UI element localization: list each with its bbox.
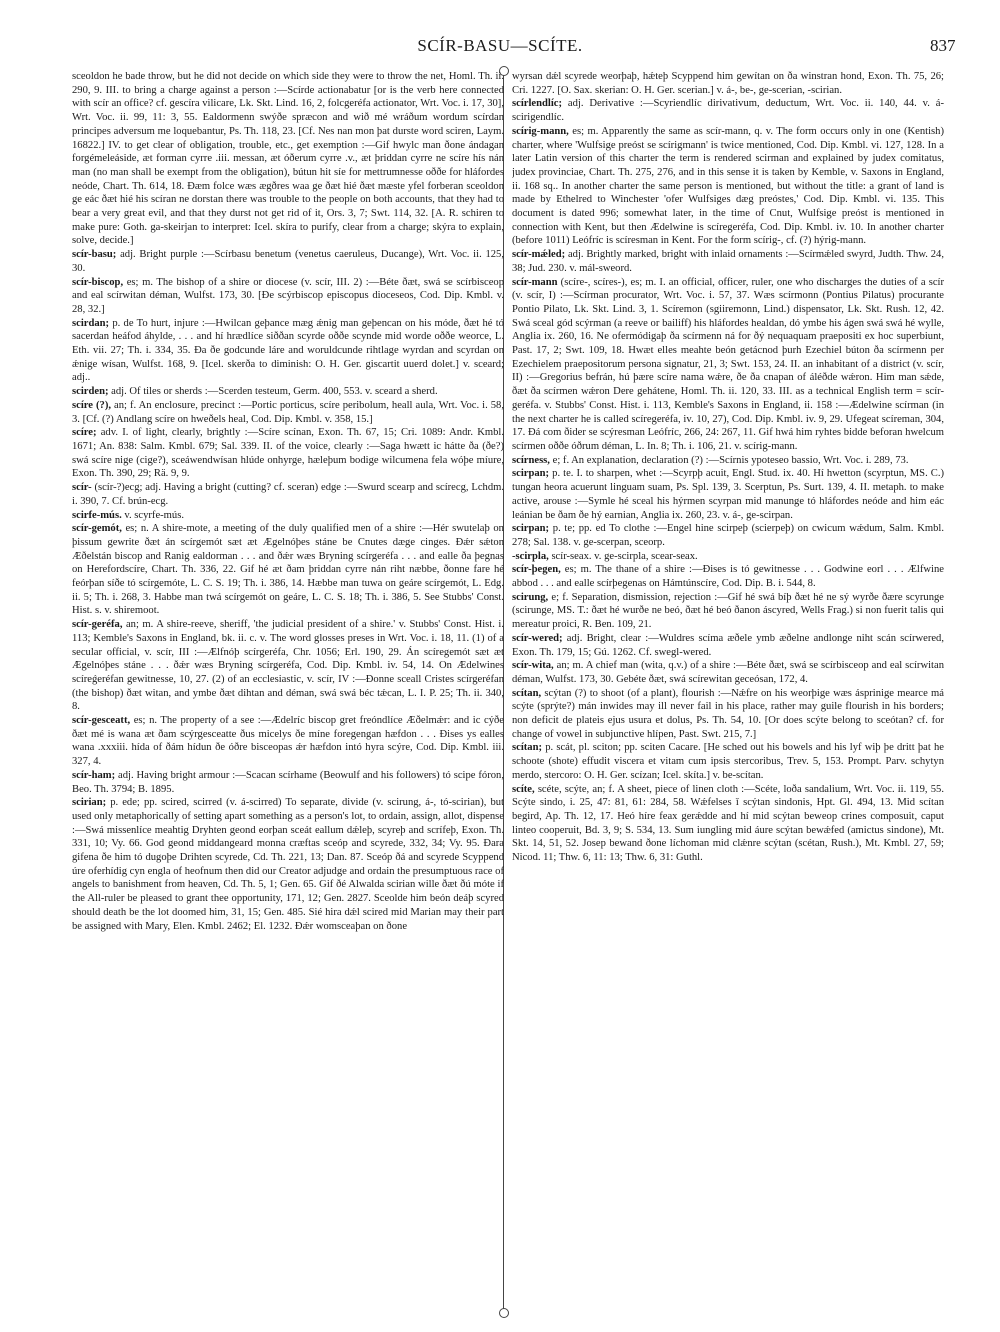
dictionary-entry (512, 563, 944, 590)
dictionary-entry (72, 385, 504, 399)
headword: scír-wita, (512, 660, 554, 672)
entry-text: e; f. An explanation, declaration (?) :—Scírnis ypoteseo bassio, Wrt. Voc. i. 289, 73. (552, 454, 909, 466)
left-column (72, 70, 504, 1318)
dictionary-entry (512, 591, 944, 632)
entry-text: v. scyrfe-mús. (124, 509, 184, 521)
dictionary-entry (512, 276, 944, 454)
dictionary-entry (72, 276, 504, 317)
dictionary-entry (512, 248, 944, 275)
dictionary-entry (512, 97, 944, 124)
dictionary-entry (512, 522, 944, 549)
dictionary-entry (512, 70, 944, 97)
entry-text: adj. Bright, clear :—Wuldres scíma æðele ymb æðelne andlonge niht scán scírwered, Exon. Th. 179, 15; Gú. 1262. Cf. swegl-wered. (512, 632, 944, 658)
right-column (512, 70, 944, 1318)
dictionary-entry (72, 481, 504, 508)
entry-text: es; m. The thane of a shire :—Ðises is tó gewitnesse . . . Godwine eorl . . . Ælfwine abbod . . . and ealle scírþegenas on Hámtúnscíre, Cod. Dip. B. i. 544, 8. (512, 564, 944, 590)
headword: scíre (?), (72, 399, 112, 411)
headword: scirpan; (512, 523, 550, 535)
dictionary-entry (512, 632, 944, 659)
dictionary-entry (72, 248, 504, 275)
headword: scír-gesceatt, (72, 715, 131, 727)
headword: scírlendlíc; (512, 98, 563, 110)
headword: scírness, (512, 454, 550, 466)
dictionary-entry (512, 125, 944, 248)
headword: scír-ham; (72, 769, 116, 781)
dictionary-entry (72, 399, 504, 426)
headword: scírig-mann, (512, 125, 569, 137)
entry-text: scéte, scýte, an; f. A sheet, piece of linen cloth :—Scéte, loða sandalium, Wrt. Voc. ii. 119, 55. Scýte sindo, i. 25, 47: 81, 61: 284, 58. Wǽfelses ǐ scýtan sindonis, Hpt. Gl. 494, 13. Mid scítan begird, Ap. Th. 12, 17. Heó híre feax gerǽdde and hí mid scýtan beweop crines composuit, caput linteo cooperuit, Bd. 3, 9; S. 534, 13. Sum iungling mid áure scýtan bewǽfed (amictus sindone), Mt. Skt. 14, 51, 52. Josep bewand ðone líchoman mid clǽnre scýtan (scétan, Rush.), Mt. Kmbl. 27, 59; Nicod. 11; Thw. 6, 11: 13; Thw. 6, 31: Guthl. (512, 783, 944, 864)
headword: scír-gemót, (72, 523, 122, 535)
entry-text: es; m. The bishop of a shire or diocese (v. scír, III. 2) :—Béte ðæt, swá se scírbisceop and eal scírwitan déman, Wulfst. 173, 30. [Ðe scýrbiscop episcopus dioceseos, Cod. Dip. Kmbl. v. 28, 32.] (72, 276, 504, 315)
dictionary-entry (512, 741, 944, 782)
entry-text: (scíre-, scíres-), es; m. I. an official, officer, ruler, one who discharges the duties of a scír (v. scír, I) :—Scírman procurator, Wrt. Voc. i. 57, 37. Wæs scírmonn (Pontius Pilatus) procurante Pontio Pilato, Lk. Skt. Lind. 3, 1. Scíremon (sgiiremonn, Lind.) dispensator, Lk. Skt. Rush. 12, 42. Swá sceal gód scýrman (a reeve or bailiff) his hláfordes healdan, dó ymbe his ágen swá swá hé wylle, Anglia ix. 260, 16. Ne ofermódigaþ ða scírmenn ná for ðý nequaquam praepositi ex hoc superbiunt, Past. 17, 2; Swt. 109, 18. Hwæt elles meahte beón getácnod þurh Ezechiel búton ða scírmenn per Ezechielem praepositorum persona signatur, 21, 3; Swt. 153, 24. II. an inhabitant of a district (v. scír, II) :—Gregorius befrán, hú þære scíre nama wǽre, ðe ða cnapan of áléðde wǽron. Him man sǽde, ðæt ða scírmen wǽron Dere gehátene, Homl. Th. ii. 120, 33. III. as a technical English term = scír-geréfa. v. Stubbs' Const. Hist. i. 113, Kemble's Saxons in England, ii. 158 :—Ædelwine scírman (in the next charter he is called scíregeréfa, iv. 10, 27), Cod. Dip. Kmbl. iv. 9, 29. Ufegeat scíreman, 304, 17. Ðá com ðider se scýresman Leófríc, 266, 24: 267, 11. Gif hwá him ryhtes bidde beforan hwelcum scírmen oððe óðrum déman, L. In. 8; Th. i. 106, 21. v. scírig-mann. (512, 276, 944, 452)
headword: scír-biscop, (72, 276, 124, 288)
entry-text: p. te; pp. ed To clothe :—Engel hine scirpeþ (scierpeþ) on cwicum wǽdum, Salm. Kmbl. 278; Sal. 138. v. ge-scerpan, sceorp. (512, 523, 944, 548)
headword: scír-mǽled; (512, 249, 566, 261)
entry-text: an; m. A shire-reeve, sheriff, 'the judicial president of a shire.' v. Stubbs' Const. Hist. i. 113; Kemble's Saxons in England, bk. ii. c. v. The word glosses preses in Wrt. Voc. i. 18, 11. (1) of a secular official, v. scír, III :—Ælfnóþ scírgeréfa, Chr. 1056; Erl. 190, 29. Án scíregemót sæt æt Ægelnóþes stáne . . . ðǽr wæs Bryning scírgeréfa, Cod. Dip. Kmbl. iv. 54, 14. On Ædelwines scíreǵeréfan gewitnesse, 10, 27. (2) of an ecclesiastic, v. scír, IV :—Ðonne sceall Cristes scírgeréfan (the bishop) ðæt witan, and ymbe ðæt dihtan and déman, swá swá béc tǽcan, L. I. P. 25; Th. ii. 340, 8. (72, 619, 504, 713)
dictionary-entry (512, 659, 944, 686)
headword: scír-basu; (72, 249, 117, 261)
entry-text: sceoldon he bade throw, but he did not decide on which side they were to throw the net, Homl. Th. ii. 290, 9. III. to bring a charge against a person :—Scírde actionabatur [or is the verb here connected with scír an office? cf. gescíra vilicare, Lk. Skt. Lind. 16, 2, folcgeréfa actionator, Wrt. Voc. i. 17, 30], Wrt. Voc. ii. 99, 11: 3, 55. Ealdormenn swýðe spræcon and wið mé wráðum wordum scírdan principes adversum me loquebantur, Ps. Th. 118, 23. [Cf. Nes nan mon þat durste word sciren, Laym. 16822.] IV. to get clear of obligation, trouble, etc., get exemption :—Gif hwylc man ðone ándagan forgémeleáside, æt forman cyrre .iii. messan, æt óðerum cyrre .v., æt þriddan cyrre ne scíre hís nán man (no man shall be exempt from the obligation), bútun hit síe for mettrumnesse oððe for hláfordes neóde, Chart. Th. 614, 18. Ðæm folce wæs ægðres waa ge ðæt hié ðæt mæste yfel forberan sceoldon ge eác ðæt hié his scíran ne dorstan there was trouble to the people on both accounts, that they had to bear a very great evil, and that they durst not get rid of it, Ors. 3, 7; Swt. 114, 32. [A. R. schiren to make pure: Goth. ga-skeirjan to interpret: Icel. skíra to purify, clear from a charge; skýra to explain, solve, decide.] (72, 71, 504, 247)
headword: scirden; (72, 386, 109, 398)
entry-text: e; f. Separation, dismission, rejection :—Gif hé swá bíþ ðæt hé ne sý wyrðe ðære scyrunge (scirunge, MS. T.: ðæt hé wurðe ne beó, ðæt hé beó ðanon áscyred, Wells Frag.) si non fuerit talis qui mereatur proici, R. Ben. 109, 21. (512, 591, 944, 631)
headword: scirfe-mús. (72, 509, 122, 521)
headword: scír-þegen, (512, 564, 561, 576)
dictionary-entry (72, 796, 504, 933)
headword: scítan; (512, 742, 543, 754)
dictionary-entry (72, 426, 504, 481)
dictionary-entry (512, 467, 944, 522)
running-head: SCÍR-BASU—SCÍTE. (417, 36, 583, 55)
entry-text: adj. Bright purple :—Scírbasu benetum (venetus caeruleus, Ducange), Wrt. Voc. ii. 125, 30. (72, 249, 504, 274)
dictionary-entry (72, 317, 504, 386)
headword: scirung, (512, 591, 549, 603)
entry-text: p. de To hurt, injure :—Hwilcan geþance mæg ǽnig man geþencan on his móde, ðæt hé tó sacerdan heáfod áhylde, . . . and hí hrædlíce siððan scyrde oððe scynde mid worde oððe weorce, L. Eth. vii. 27; Th. i. 334, 35. Ða ðe godcunde láre and woruldcunde rihtlage wyrdan and scyrdan on ǽnige wísan, Wulfst. 168, 9. [Icel. skerða to diminish: O. H. Ger. giscartit uuerd dolet.] v. sceard; adj.. (72, 317, 504, 384)
entry-text: an; f. An enclosure, precinct :—Portic porticus, scíre peribolum, heall aula, Wrt. Voc. i. 58, 3. [Cf. (?) Andlang scíre on hweðels heal, Cod. Dip. Kmbl. v. 358, 15.] (72, 399, 504, 425)
entry-text: p. scát, pl. sciton; pp. sciten Cacare. [He sched out his bowels and his lyf wiþ þe dritt þat he schoote (shote) effudit viscera et vitam cum ipsis stercoribus, Trev. 5, 153. Prompt. Parv. schytyn merdo, stercoro: O. H. Ger. scízan; Icel. skíta.] v. be-scítan. (512, 742, 944, 781)
dictionary-entry (512, 687, 944, 742)
entry-text: wyrsan dǽl scyrede weorþaþ, hǽteþ Scyppend him gewítan on ða winstran hond, Exon. Th. 75, 26; Cri. 1227. [O. Sax. skerian: O. H. Ger. scerian.] v. á-, be-, ge-scerian, -scirian. (512, 71, 944, 96)
entry-text: scír-seax. v. ge-scirpla, scear-seax. (551, 550, 698, 562)
headword: scír-mann (512, 276, 558, 288)
entry-text: an; m. A chief man (wita, q.v.) of a shire :—Béte ðæt, swá se scírbisceop and eal scírwitan déman, Wulfst. 173, 30. Gebéte ðæt, swá scírewitan geceósan, 172, 4. (512, 660, 944, 685)
headword: scítan, (512, 687, 542, 699)
page-number: 837 (930, 36, 956, 55)
headword: -scirpla, (512, 550, 549, 562)
entry-text: es; n. The property of a see :—Ædelríc biscop gret freóndlíce Æðelmǽr: and ic cýðe ðæt mé is wana æt ðam scýrgesceatte ðus micelys ðe míne foregengan hæfdon . . . Ðises ys ealles wana .xxxiii. hída of ðám hídun ðe óðre bisceopas ǽr hæfdon intó hyra scýre, Cod. Dip. Kmbl. iii. 327, 4. (72, 715, 504, 768)
dictionary-entry (72, 70, 504, 248)
dictionary-entry (512, 783, 944, 865)
entry-text: p. te. I. to sharpen, whet :—Scyrpþ acuit, Engl. Stud. ix. 40. Hí hwetton (scyrptun, MS. C.) tungan heora acuerunt linguam suam, Ps. Spl. 139, 3. Scerptun, Ps. Surt. 139, 4. II. metaph. to make active, arouse :—Symle hé sceal his hýrmen scyrpan mid manunge tó hláfordes neóde and him eác leánian be ðam ðe hý earnian, Anglia ix. 260, 23. v. á-, ge-scirpan. (512, 468, 944, 521)
dictionary-entry (72, 769, 504, 796)
entry-text: es; m. Apparently the same as scír-mann, q. v. The form occurs only in one (Kentish) charter, where 'Wulfsige preóst se scírigmann' is twice mentioned, Cod. Dip. Kmbl. vi. 127, 128. In a later Latin version of this charter the term is rendered scirman and explained by judex comitatus, judex provinciae, Chart. Th. 275, 276, and in this sense it is taken by Kemble, v. Saxons in England, ii. 168 sq.. In another charter the same person is mentioned, but without the title: a grant of land is made by Ethelred to Winchester 'ofer Wulfsiges dæg preóstes,' Cod. Dip. Kmbl. vi. 135. This document is dated 996; somewhat later, in the time of Cnut, Wulfsige preóst is mentioned in connection with Kent, but then Ædelwine is scíregeréfa, Cod. Dip. Kmbl. iv. 10. In another charter (before 1011) Leófríc is scíresman in Kent. For the form scírig-, cf. (?) hýrig-mann. (512, 125, 944, 247)
headword: scirian; (72, 797, 107, 809)
dictionary-entry (512, 454, 944, 468)
entry-text: adj. Derivative :—Scyriendlíc dirivativum, deductum, Wrt. Voc. ii. 140, 44. v. á-scirigendlíc. (512, 98, 944, 124)
headword: scirdan; (72, 317, 110, 329)
dictionary-entry (72, 714, 504, 769)
entry-text: adj. Of tiles or sherds :—Scerden testeum, Germ. 400, 553. v. sceard a sherd. (111, 386, 438, 398)
entry-text: scýtan (?) to shoot (of a plant), flourish :—Nǽfre on his weorþige wæs ásprinige mearce má scýte (sprýte?) mán inwides may ill never fail in his place, rather may guile flourish in his borders; non deficit de plateis ejus usura et dolus, Ps. Th. 54, 10. [Or does scýte belong to sceótan? cf. for change of vowel in subjunctive hlípen, Past. Swt. 215, 7.] (512, 687, 944, 740)
dictionary-entry (72, 618, 504, 714)
headword: scíte, (512, 783, 535, 795)
headword: scír- (72, 482, 92, 494)
entry-text: (scír-?)ecg; adj. Having a bright (cutting? cf. sceran) edge :—Swurd scearp and scírecg, Lchdm. i. 390, 7. Cf. brún-ecg. (72, 482, 504, 507)
entry-text: adj. Having bright armour :—Scacan scírhame (Beowulf and his followers) tó scipe fóron, Beo. Th. 3794; B. 1895. (72, 769, 504, 795)
headword: scirpan; (512, 468, 550, 480)
entry-text: adj. Brightly marked, bright with inlaid ornaments :—Scírmǽled swyrd, Judth. Thw. 24, 38; Jud. 230. v. mál-sweord. (512, 249, 944, 274)
headword: scír-wered; (512, 632, 563, 644)
entry-text: es; n. A shire-mote, a meeting of the duly qualified men of a shire :—Hér swutelaþ on þissum gewrite ðæt án scírgemót sæt æt Ægelnóþes stáne be Cnutes dæge cinges. Ðǽr sǽton Æðelstán biscop and Ranig ealdorman . . . and ðǽr wæs Bryning scírgeréfa . . . and ealle ða þegnas on Herefordscíre, Chart. Th. 336, 22. Gif hé æt ðam þriddan cyrre nán riht næbbe, ðonne fare hé feórþan síðe tó scírgemóte, L. C. S. 19; Th. i. 386, 14. Hæbbe man tuwa on geáre scírgemót, L. Edg. ii. 5; Th. i. 268, 3. Habbe man twá scírgemót on geáre, L. C. S. 18; Th. i. 386, 5. See Stubbs' Const. Hist. s. v. shiremoot. (72, 523, 504, 617)
dictionary-entry (72, 522, 504, 618)
entry-text: p. ede; pp. scired, scirred (v. á-scirred) To separate, divide (v. scirung, á-, tó-scirian), but used only metaphorically of setting apart something as a person's lot, to ordain, assign, allot, dispense :—Swá missenlíce meahtig Dryhten geond eorþan sceát eallum dǽleþ, scyreþ and scrífeþ, Exon. Th. 331, 10; Vy. 66. God geond middangeard monna cræftas sceóp and scyrede, 332, 34; Vy. 95. Ðara gifena ðe him tó dugoþe Drihten scyrede, Cd. Th. 221, 13; Dan. 87. Sceóp ðá and scyrede Scyppend úre oferhídig cyn engla of heofnum then did our Creator adjudge and ordain the presumptuous race of angels to banishment from heaven, Cd. Th. 5, 1; Gen. 65. Gif ðé Alwalda scirian wille ðæt ðú móte if the All-ruler be pleased to grant thee opportunity, 171, 12; Gen. 2827. Sceolde him beón deáþ scyred should death be the lot doomed him, 31, 15; Gen. 485. Sié hira dǽl scired mid Marian may their part be assigned with Mary, Elen. Kmbl. 2462; El. 1232. Ðǽr womsceaþan on ðone (72, 797, 504, 932)
headword: scír-geréfa, (72, 619, 123, 631)
entry-text: adv. I. of light, clearly, brightly :—Scíre scínan, Exon. Th. 67, 15; Cri. 1089: Andr. Kmbl. 1671; An. 838: Salm. Kmbl. 679; Sal. 339. II. of the voice, clearly :—Saga hwætt ic hátte ða (ðe?) swá scíre nige (cige?), sceáwendwísan hlúde onhyrge, hæleþum bodige wilcumena fela wóþe míure, Exon. Th. 390, 29; Rä. 9, 9. (72, 427, 504, 480)
headword: scíre; (72, 427, 97, 439)
dictionary-entry (512, 550, 944, 564)
dictionary-entry (72, 509, 504, 523)
